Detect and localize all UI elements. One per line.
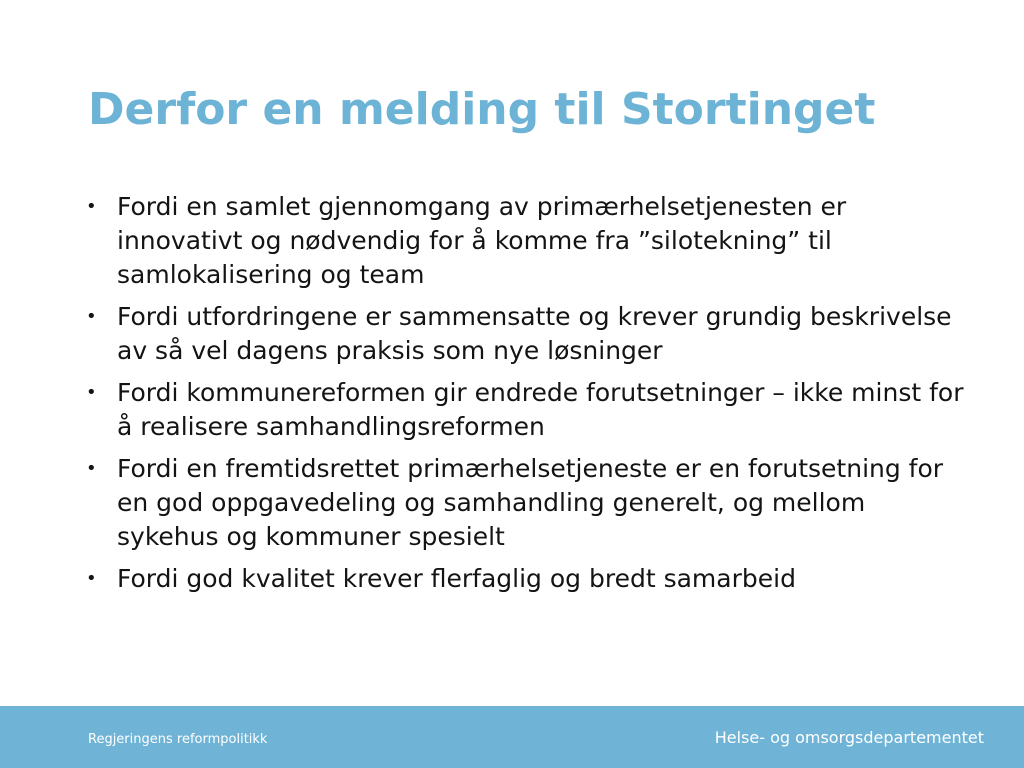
bullet-item xyxy=(86,376,966,444)
footer-right-text: Helse- og omsorgsdepartementet xyxy=(714,728,984,747)
bullet-icon: • xyxy=(86,306,97,327)
bullet-icon: • xyxy=(86,458,97,479)
bullet-icon: • xyxy=(86,568,97,589)
bullet-icon: • xyxy=(86,382,97,403)
bullet-icon: • xyxy=(86,196,97,217)
bullet-text: Fordi god kvalitet krever flerfaglig og bredt samarbeid xyxy=(117,564,796,593)
bullet-text: Fordi en fremtidsrettet primærhelsetjeneste er en forutsetning for en god oppgavedeling og samhandling generelt, og mellom sykehus og kommuner spesielt xyxy=(117,454,944,551)
bullet-text: Fordi utfordringene er sammensatte og krever grundig beskrivelse av så vel dagens praksis som nye løsninger xyxy=(117,302,952,365)
bullet-item xyxy=(86,190,966,292)
bullet-text: Fordi kommunereformen gir endrede forutsetninger – ikke minst for å realisere samhandlingsreformen xyxy=(117,378,964,441)
footer-bar xyxy=(0,706,1024,768)
footer-left-text: Regjeringens reformpolitikk xyxy=(88,732,268,747)
bullet-list xyxy=(86,190,966,604)
bullet-item xyxy=(86,562,966,596)
bullet-item xyxy=(86,452,966,554)
bullet-text: Fordi en samlet gjennomgang av primærhelsetjenesten er innovativt og nødvendig for å komme fra ”silotekning” til samlokalisering og team xyxy=(117,192,847,289)
slide-title: Derfor en melding til Stortinget xyxy=(88,84,876,135)
bullet-item xyxy=(86,300,966,368)
